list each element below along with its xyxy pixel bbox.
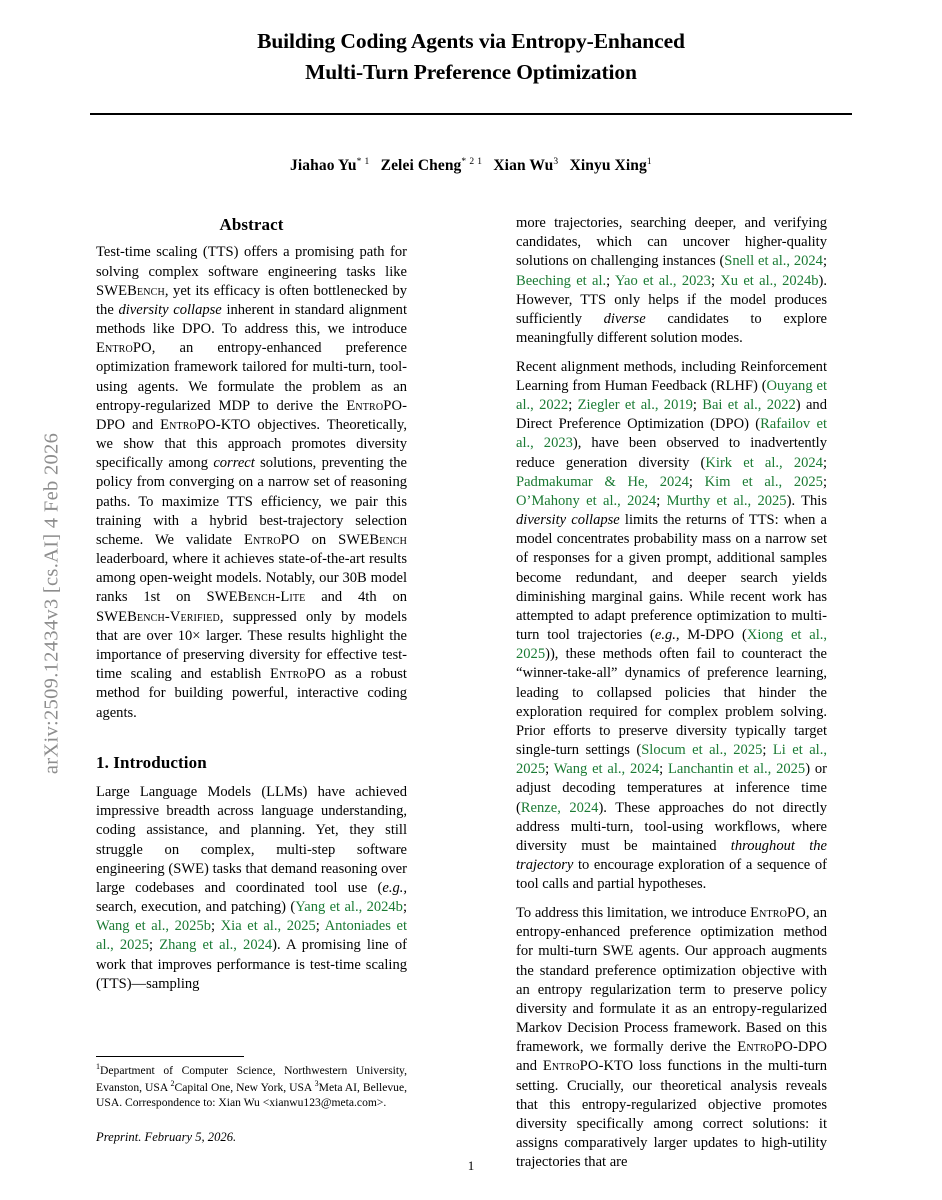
author-affiliation-mark: * 1	[356, 157, 370, 167]
citation-link[interactable]: Ouyang et al., 2022	[516, 377, 827, 414]
author-name: Xinyu Xing$^1$	[569, 157, 652, 175]
citation-link[interactable]: Yao et al., 2023	[614, 272, 711, 289]
text-run: ). A promising line of work that improves performance is test-time scaling (TTS)—sampling	[96, 937, 407, 992]
text-run: as a robust method for building powerful, interactive coding agents.	[96, 666, 407, 721]
text-run: EntroPO	[96, 340, 152, 357]
text-run: more trajectories, searching deeper, and verifying candidates, which can uncover higher-quality solutions on challenging instances (	[516, 215, 827, 270]
citation-link[interactable]: Padmakumar & He, 2024	[516, 473, 689, 490]
abstract-heading: Abstract	[219, 215, 284, 234]
text-run: ;	[656, 492, 667, 509]
text-run: , an entropy-enhanced preference optimization framework tailored for multi-turn, tool-using agents. We formulate the problem as an entropy-regularized MDP to derive the	[96, 340, 407, 414]
text-run: ). This	[786, 492, 828, 509]
citation-link[interactable]: Kirk et al., 2024	[705, 454, 823, 471]
text-run: EntroPO	[243, 531, 300, 548]
author-affiliation-mark: 3	[553, 157, 559, 167]
text-run: limits the returns of TTS: when a model concentrates probability mass on a narrow set of responses for a given prompt, additional samples become redundant, and deeper search yields diminishing marginal gains. While recent work has attempted to adapt preference optimization to multi-turn tool trajectories (	[516, 512, 827, 644]
citation-link[interactable]: Wang et al., 2024	[553, 761, 660, 778]
text-run: Department of Computer Science, Northwestern University, Evanston, USA	[96, 1063, 407, 1094]
right-paragraph-1	[516, 214, 827, 348]
citation-link[interactable]: Beeching et al.	[516, 272, 607, 289]
citation-link[interactable]: Ziegler et al., 2019	[577, 397, 693, 414]
text-run: ) and Direct Preference Optimization (DPO) (	[516, 397, 827, 433]
text-run: diverse	[603, 310, 646, 327]
footnote-divider-rule	[96, 1056, 244, 1057]
left-column	[96, 214, 407, 994]
text-run: ;	[211, 918, 221, 935]
text-run: , yet its efficacy is often bottlenecked by the	[96, 282, 407, 318]
citation-link[interactable]: Murthy et al., 2025	[666, 492, 787, 509]
citation-link[interactable]: Kim et al., 2025	[704, 473, 823, 490]
author-list	[90, 157, 852, 175]
text-run: 3	[314, 1078, 319, 1088]
text-run: M-DPO (	[679, 627, 747, 644]
text-run: -KTO loss functions in the multi-turn setting. Crucially, our theoretical analysis reveals that this entropy-regularized objective promotes diversity specifically among correct solutions: it assigns comparatively larger updates to high-utility trajectories that are	[516, 1058, 828, 1171]
text-run: Meta AI, Bellevue, USA. Correspondence to: Xian Wu <xianwu123@meta.com>.	[96, 1080, 407, 1109]
text-run: ). These approaches do not directly address multi-turn, tool-using workflows, where diversity must be maintained	[516, 799, 827, 854]
text-run: ) or adjust decoding temperatures at inference time (	[516, 761, 827, 816]
text-run: throughout the trajectory	[516, 838, 827, 874]
text-run: , suppressed only by models that are over 10× larger. These results highlight the importance of preserving diversity for effective test-time scaling and establish	[96, 608, 407, 683]
text-run: Recent alignment methods, including Reinforcement Learning from Human Feedback (RLHF) (	[516, 358, 827, 394]
citation-link[interactable]: Bai et al., 2022	[702, 397, 796, 414]
citation-link[interactable]: Xia et al., 2025	[220, 918, 316, 935]
text-run: 1	[96, 1062, 100, 1071]
citation-link[interactable]: O’Mahony et al., 2024	[516, 492, 657, 509]
text-run: ;	[822, 253, 827, 270]
author-name: Zelei Cheng$^{* 2 1}$	[380, 157, 483, 175]
text-run: Large Language Models (LLMs) have achieved impressive breadth across language understanding, coding assistance, and planning. Yet, they still struggle on complex, multi-step software engineering (SWE) tasks that demand reasoning over large codebases and coordinated tool use (	[96, 784, 407, 896]
citation-link[interactable]: Rafailov et al., 2023	[516, 416, 827, 452]
text-run: SWEBench-Verified	[96, 608, 220, 625]
preprint-note: Preprint. February 5, 2026.	[96, 1130, 237, 1144]
citation-link[interactable]: Wang et al., 2025b	[96, 918, 211, 935]
text-run: e.g.,	[382, 879, 407, 896]
text-run: to encourage exploration of a sequence of tool calls and partial hypotheses.	[516, 857, 827, 893]
right-paragraph-2	[516, 358, 827, 895]
intro-paragraph-1	[96, 783, 407, 994]
text-run: )), these methods often fail to counteract the “winner-take-all” dynamics of preference learning, leading to collapsed policies that hinder the exploration required for complex problem solving. Prior efforts to preserve diversity typically target single-turn settings (	[516, 646, 827, 759]
arxiv-identifier-stamp: arXiv:2509.12434v3 [cs.AI] 4 Feb 2026	[40, 432, 63, 775]
text-run: 2	[170, 1078, 175, 1088]
text-run: , an entropy-enhanced preference optimization method for multi-turn SWE agents. Our approach augments the standard preference optimization objective with an entropy regularization term to preserve policy diversity and formulate it as an entropy-regularized Markov Decision Process framework. Based on this framework, we formally derive the	[516, 905, 827, 1056]
text-run: EntroPO	[346, 397, 403, 414]
text-run: ), have been observed to inadvertently reduce generation diversity (	[516, 435, 827, 471]
text-run: To address this limitation, we introduce	[516, 905, 751, 922]
text-run: ;	[545, 761, 554, 778]
text-run: ;	[402, 899, 407, 916]
citation-link[interactable]: Xiong et al., 2025	[516, 627, 828, 663]
text-run: ;	[822, 473, 827, 490]
text-run: ;	[568, 397, 578, 414]
citation-link[interactable]: Li et al., 2025	[516, 742, 827, 778]
author-affiliation-mark: * 2 1	[461, 157, 483, 167]
text-run: inherent in standard alignment methods like DPO. To address this, we introduce	[96, 301, 407, 338]
text-run: EntroPO	[542, 1058, 599, 1075]
text-run: correct	[213, 455, 255, 472]
abstract-body	[96, 243, 407, 722]
citation-link[interactable]: Renze, 2024	[520, 799, 599, 816]
text-run: EntroPO	[737, 1039, 794, 1056]
text-run: ). However, TTS only helps if the model produces sufficiently	[516, 272, 828, 327]
section-heading-introduction: 1. Introduction	[96, 752, 207, 772]
text-run: ;	[659, 761, 668, 778]
citation-link[interactable]: Antoniades et al., 2025	[96, 918, 407, 954]
text-run: SWEBench	[96, 282, 165, 299]
text-run: leaderboard, where it achieves state-of-the-art results among open-weight models. Notably, our 30B model ranks 1st on	[96, 551, 407, 606]
text-run: solutions, preventing the policy from converging on a narrow set of reasoning paths. To maximize TTS efficiency, we pair this training with a hybrid best-trajectory selection scheme. We validate	[96, 455, 407, 548]
right-column	[516, 214, 827, 1182]
affiliation-footnote	[96, 1062, 407, 1110]
citation-link[interactable]: Slocum et al., 2025	[641, 742, 763, 759]
text-run: ;	[315, 918, 325, 935]
author-name: Jiahao Yu$^{* 1}$	[290, 157, 370, 175]
citation-link[interactable]: Yang et al., 2024b	[295, 899, 403, 916]
citation-link[interactable]: Snell et al., 2024	[724, 253, 823, 270]
text-run: Test-time scaling (TTS) offers a promising path for solving complex software engineering tasks like	[96, 244, 407, 280]
citation-link[interactable]: Xu et al., 2024b	[720, 272, 819, 289]
title-divider-rule	[90, 113, 852, 115]
title-line-2: Multi-Turn Preference Optimization	[305, 59, 637, 84]
text-run: search, execution, and patching) (	[96, 899, 296, 916]
text-run: ;	[762, 742, 773, 759]
text-run: candidates to explore meaningfully different solution modes.	[516, 310, 827, 347]
page-title	[90, 26, 852, 87]
text-run: ;	[606, 272, 615, 289]
text-run: on	[299, 531, 339, 548]
text-run: diversity collapse	[118, 301, 222, 318]
text-run: e.g.,	[654, 627, 680, 644]
right-paragraph-3	[516, 904, 827, 1172]
text-run: ;	[822, 454, 827, 471]
text-run: Capital One, New York, USA	[174, 1080, 315, 1094]
paper-title-block	[90, 26, 852, 87]
text-run: ;	[710, 272, 721, 289]
citation-link[interactable]: Lanchantin et al., 2025	[667, 761, 806, 778]
title-line-1: Building Coding Agents via Entropy-Enhanced	[257, 29, 685, 53]
text-run: SWEBench-Lite	[206, 589, 306, 606]
text-run: ;	[149, 937, 160, 954]
text-run: SWEBench	[338, 531, 408, 548]
text-run: EntroPO	[270, 666, 326, 683]
text-run: EntroPO	[160, 416, 216, 433]
text-run: ;	[692, 397, 703, 414]
text-run: EntroPO	[750, 905, 806, 922]
author-affiliation-mark: 1	[646, 157, 652, 167]
text-run: -KTO objectives. Theoretically, we show that this approach promotes diversity specifically among	[96, 416, 407, 472]
text-run: -DPO and	[516, 1039, 827, 1075]
page-number: 1	[467, 1158, 475, 1173]
text-run: ;	[688, 473, 705, 490]
citation-link[interactable]: Zhang et al., 2024	[159, 937, 273, 954]
text-run: and 4th on	[305, 589, 407, 606]
author-name: Xian Wu$^3$	[493, 157, 559, 175]
text-run: diversity collapse	[516, 512, 620, 529]
text-run: -DPO and	[96, 397, 407, 433]
